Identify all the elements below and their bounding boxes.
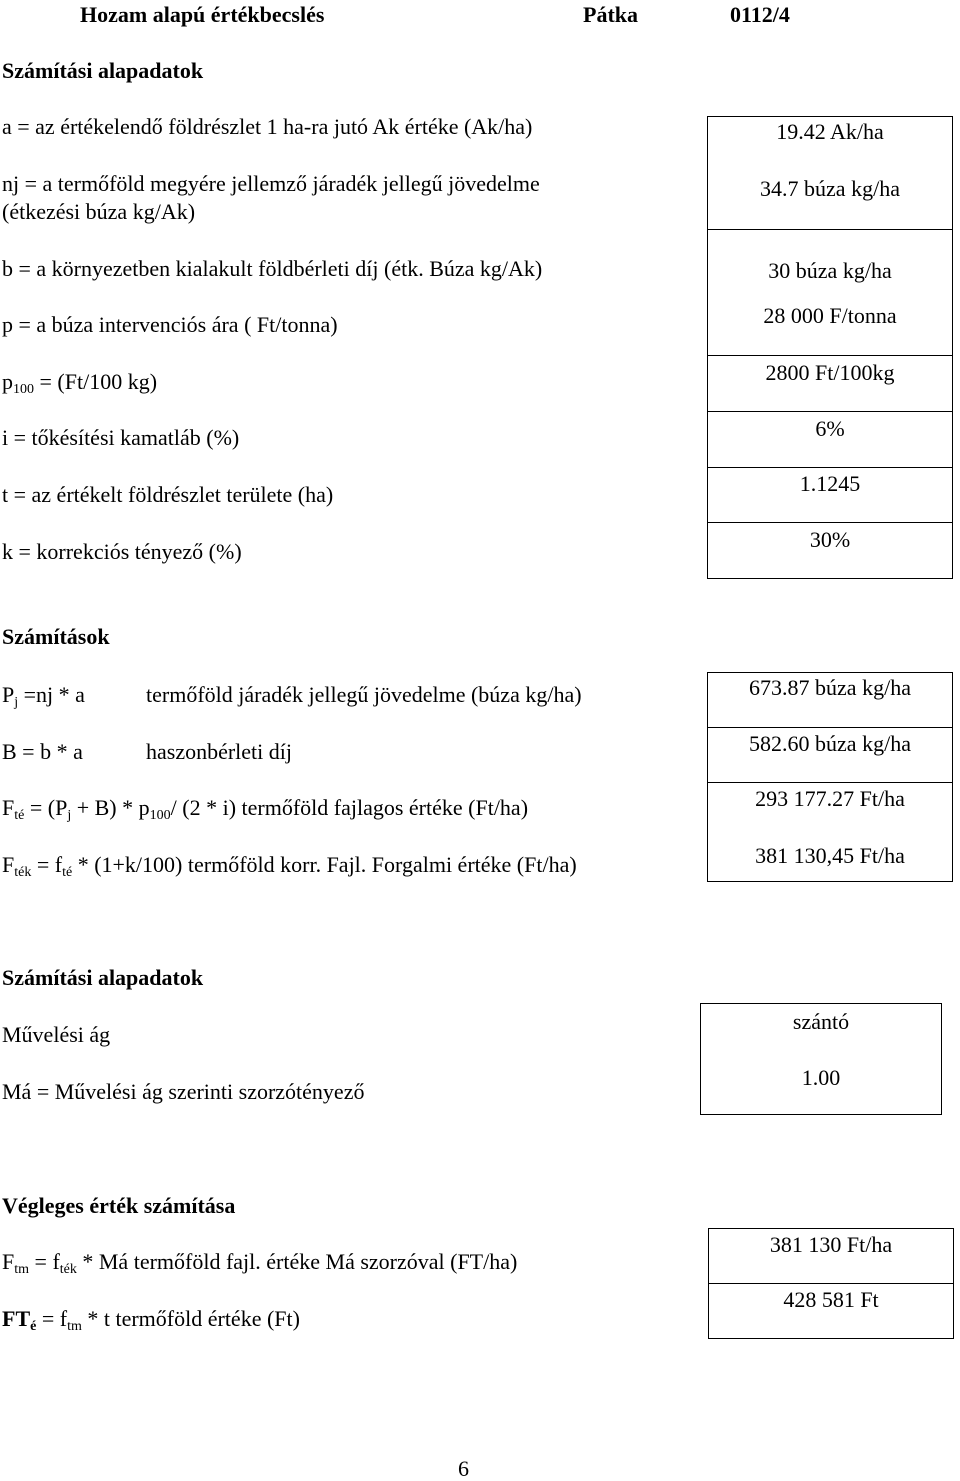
section-heading-final: Végleges érték számítása: [2, 1193, 236, 1218]
label-cultivation-branch: Művelési ág: [2, 1022, 111, 1047]
parcel-number: 0112/4: [730, 2, 790, 27]
value-nj: 34.7 búza kg/ha: [760, 176, 900, 201]
document-title: Hozam alapú értékbecslés: [80, 2, 325, 27]
label-b: b = a környezetben kialakult földbérleti díj (étk. Búza kg/Ak): [2, 256, 543, 281]
label-ma: Má = Művelési ág szerinti szorzótényező: [2, 1079, 365, 1104]
value-a: 19.42 Ak/ha: [776, 119, 884, 144]
value-ftm: 381 130 Ft/ha: [769, 1232, 893, 1257]
value-ft-e: 428 581 Ft: [783, 1287, 879, 1312]
formula-b: B = b * a: [2, 739, 83, 764]
table-divider: [707, 411, 953, 412]
value-t: 1.1245: [799, 471, 861, 496]
label-a: a = az értékelendő földrészlet 1 ha-ra jutó Ak értéke (Ak/ha): [2, 114, 533, 139]
formula-ft-e: $FT_é = f_{tm} * t$ termőföld értéke (Ft): [2, 1306, 300, 1334]
section-heading-basics: Számítási alapadatok: [2, 58, 204, 83]
desc-b: haszonbérleti díj: [146, 739, 293, 764]
value-p: 28 000 F/tonna: [763, 303, 897, 328]
formula-ftek: $F_{ték} = f_{té} * (1+k/100)$ termőföld korr. Fajl. Forgalmi értéke (Ft/ha): [2, 852, 577, 880]
label-p100: $p_{100} = (Ft/100$ kg): [2, 369, 158, 397]
page-number: 6: [458, 1456, 469, 1481]
label-t: t = az értékelt földrészlet területe (ha): [2, 482, 334, 507]
label-nj: nj = a termőföld megyére jellemző járadék jellegű jövedelme: [2, 171, 540, 196]
label-nj-line2: (étkezési búza kg/Ak): [2, 199, 196, 224]
formula-fte: $F_{té} = (P_j + B) * p_{100}/$ (2 * i) termőföld fajlagos értéke (Ft/ha): [2, 795, 529, 823]
desc-pj: termőföld járadék jellegű jövedelme (búza kg/ha): [146, 682, 582, 707]
label-p: p = a búza intervenciós ára ( Ft/tonna): [2, 312, 338, 337]
label-i: i = tőkésítési kamatláb (%): [2, 425, 240, 450]
table-divider: [707, 355, 953, 356]
value-ma: 1.00: [801, 1065, 841, 1090]
formula-pj: $P_j =nj * a$: [2, 682, 85, 710]
value-pj: 673.87 búza kg/ha: [749, 675, 911, 700]
value-i: 6%: [815, 416, 845, 441]
value-ftek: 381 130,45 Ft/ha: [755, 843, 905, 868]
value-cultivation-branch: szántó: [792, 1009, 850, 1034]
table-divider: [707, 522, 953, 523]
section-heading-calculations: Számítások: [2, 624, 110, 649]
table-divider: [707, 467, 953, 468]
value-k: 30%: [809, 527, 851, 552]
value-p100: 2800 Ft/100kg: [765, 360, 895, 385]
table-divider: [707, 229, 953, 230]
value-bdij: 582.60 búza kg/ha: [749, 731, 911, 756]
value-fte: 293 177.27 Ft/ha: [755, 786, 905, 811]
place-name: Pátka: [583, 2, 638, 27]
label-k: k = korrekciós tényező (%): [2, 539, 242, 564]
section-heading-cultivation: Számítási alapadatok: [2, 965, 204, 990]
value-b: 30 búza kg/ha: [768, 258, 892, 283]
formula-ftm: $F_{tm} = f_{ték}$ * Má termőföld fajl. értéke Má szorzóval (FT/ha): [2, 1249, 518, 1277]
